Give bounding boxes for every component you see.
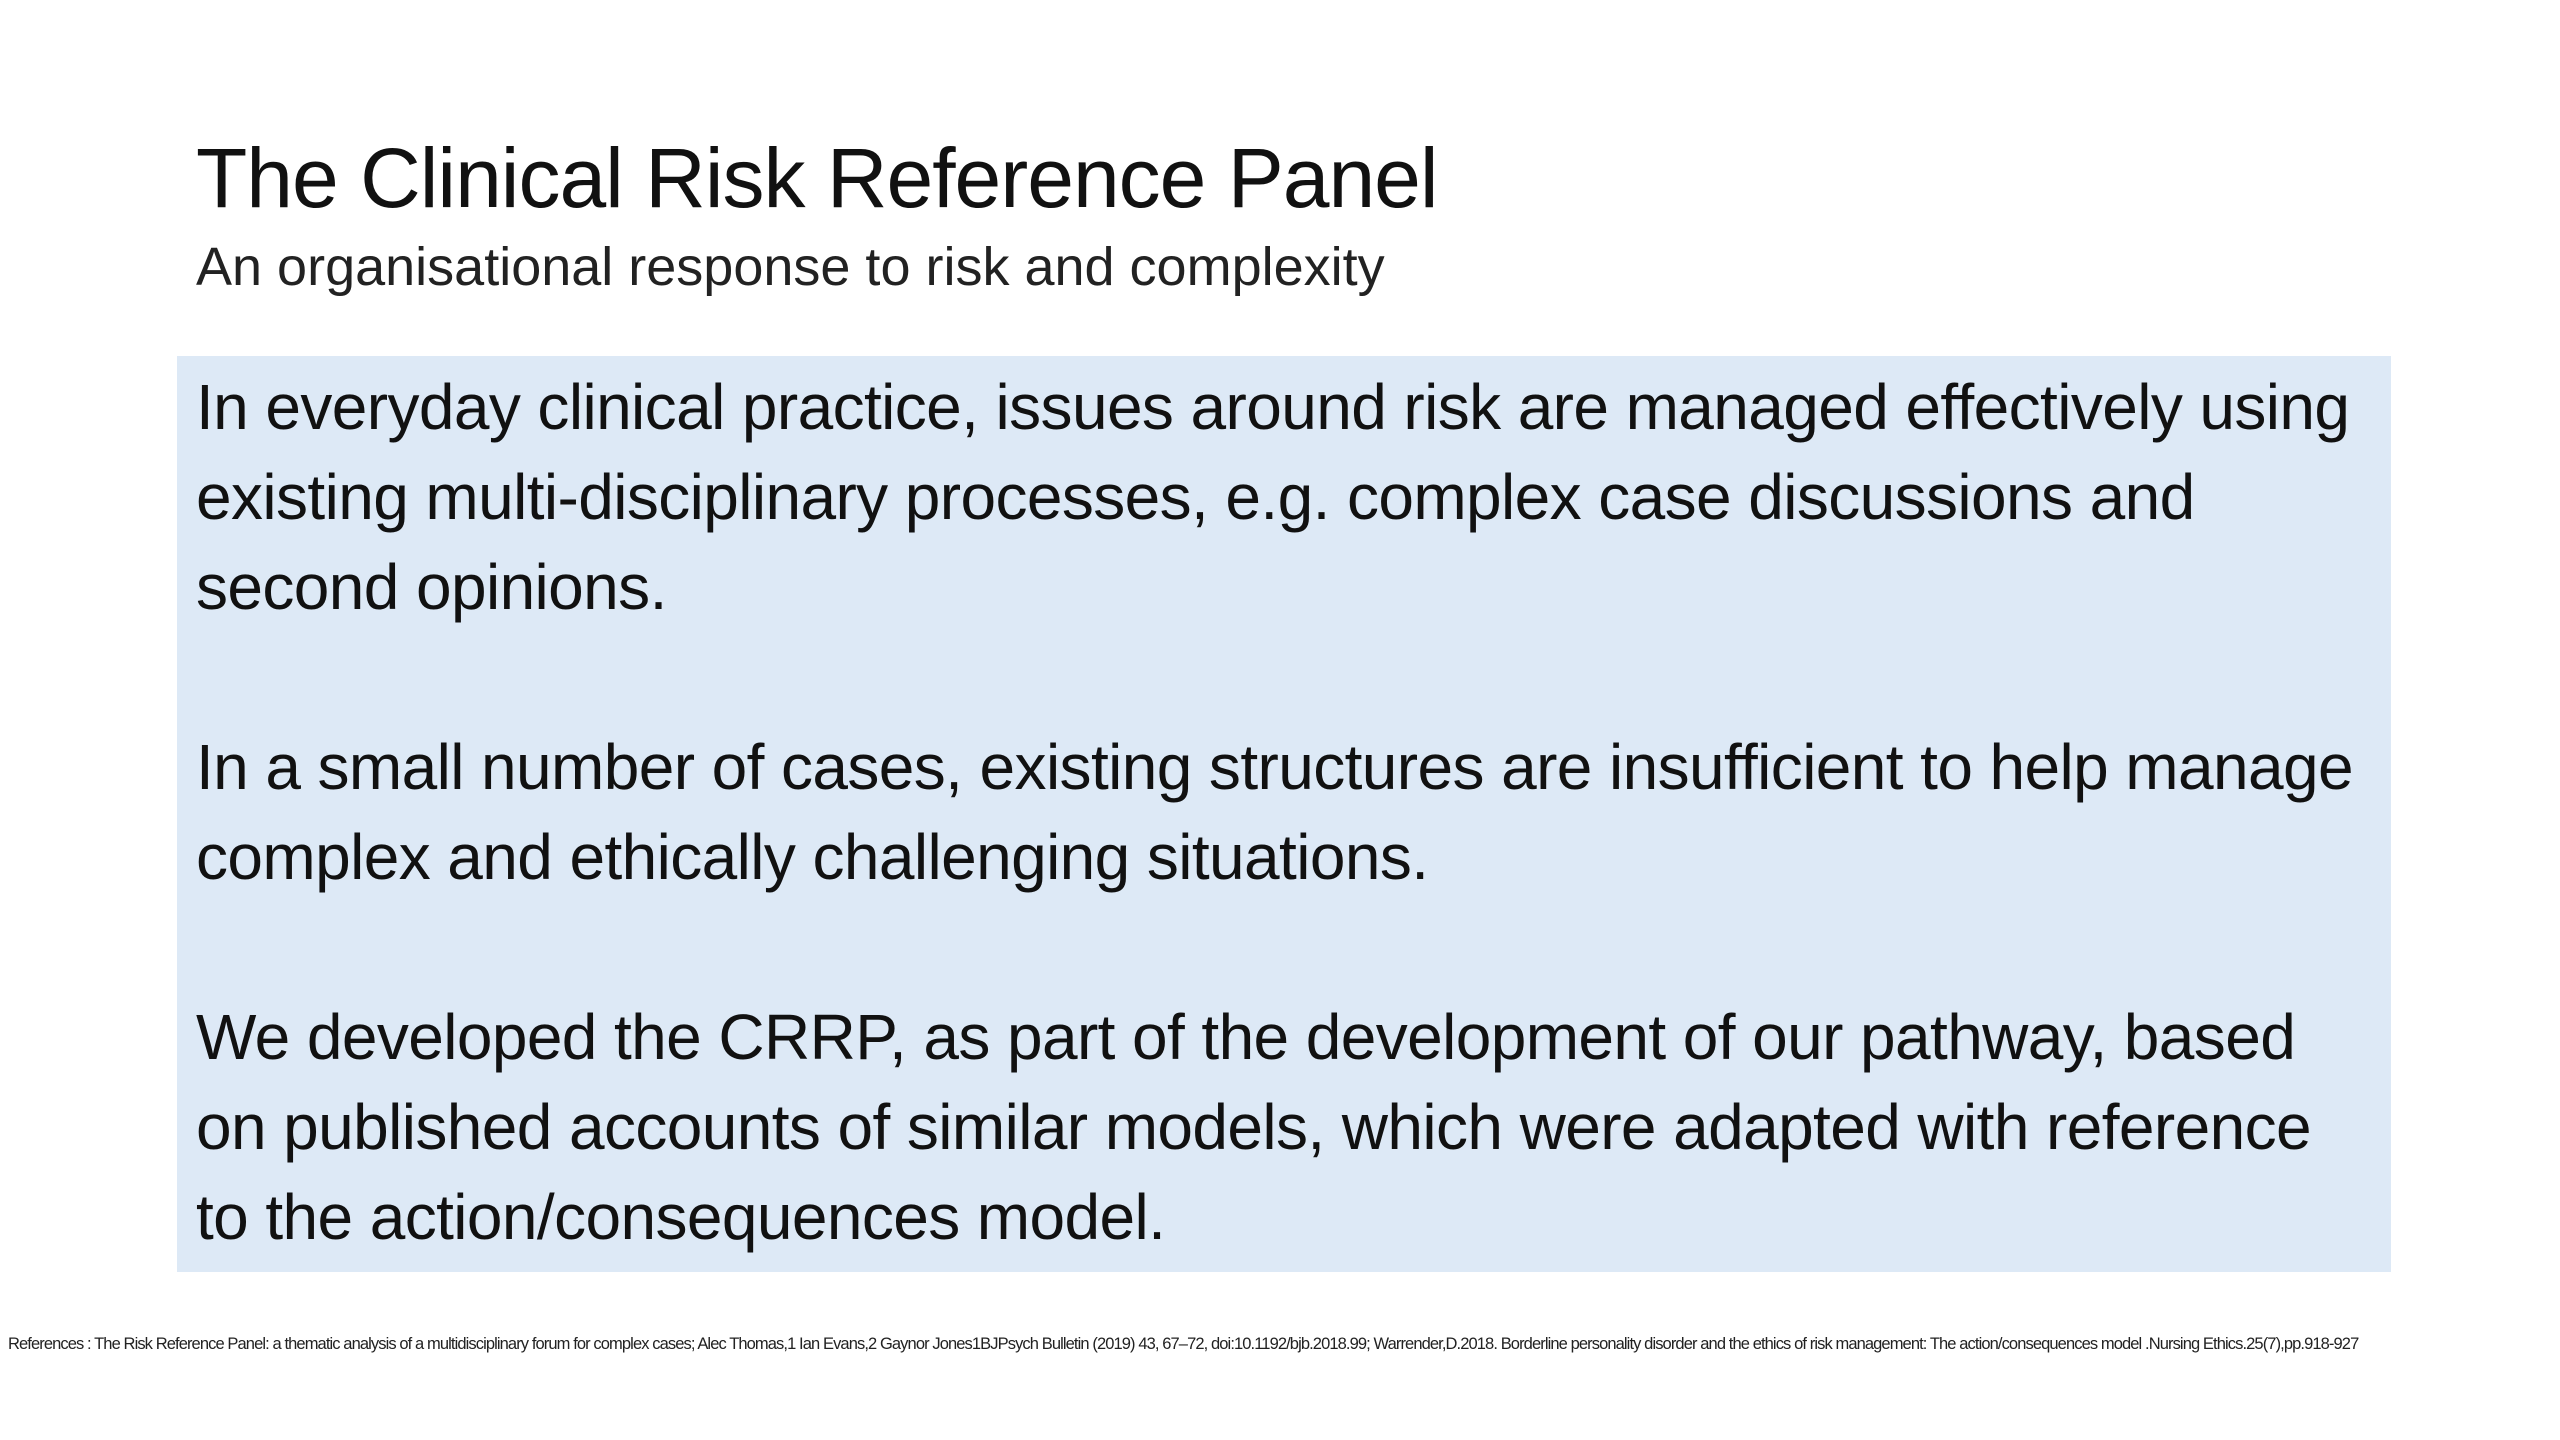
paragraph-crrp-development: We developed the CRRP, as part of the development of our pathway, based on published accounts of similar models, which were adapted with reference to the action/consequences model. — [196, 1001, 2311, 1253]
slide-subtitle: An organisational response to risk and complexity — [196, 237, 1385, 297]
content-panel — [177, 356, 2391, 1272]
slide-title: The Clinical Risk Reference Panel — [196, 131, 1438, 225]
paragraph-everyday-practice: In everyday clinical practice, issues around risk are managed effectively using existing multi-disciplinary processes, e.g. complex case discussions and second opinions. — [196, 371, 2350, 623]
panel-text — [196, 362, 2376, 1262]
paragraph-small-number-of-cases: In a small number of cases, existing structures are insufficient to help manage complex and ethically challenging situations. — [196, 731, 2353, 893]
references-footnote: References : The Risk Reference Panel: a thematic analysis of a multidisciplinary forum for complex cases; Alec Thomas,1 Ian Evans,2 Gaynor Jones1BJPsych Bulletin (2019) 43, 67–72, doi:10.1192/bjb.2018.99; Warrender,D.2018. Borderline personality disorder and the ethics of risk management: The action/consequences model .Nursing Ethics.25(7),pp.918-927 — [8, 1335, 2359, 1353]
